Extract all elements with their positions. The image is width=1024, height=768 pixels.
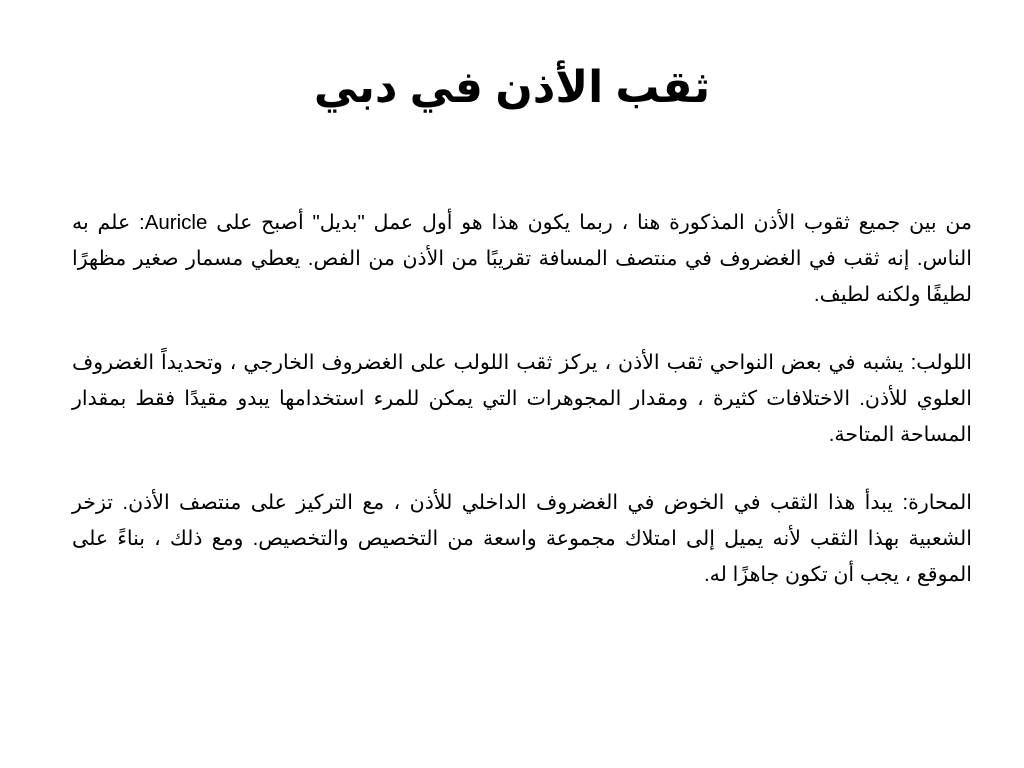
paragraph-helix: اللولب: يشبه في بعض النواحي ثقب الأذن ، يركز ثقب اللولب على الغضروف الخارجي ، وتحديداً الغضروف العلوي للأذن. الاختلافات كثيرة ، ومقدار المجوهرات التي يمكن للمرء استخدامها يبدو مقيدًا فقط بمقدار المساحة المتاحة. [72, 351, 972, 446]
paragraph-conch: المحارة: يبدأ هذا الثقب في الخوض في الغضروف الداخلي للأذن ، مع التركيز على منتصف الأذن. تزخر الشعبية بهذا الثقب لأنه يميل إلى امتلاك مجموعة واسعة من التخصيص والتخصيص. ومع ذلك ، بناءً على الموقع ، يجب أن تكون جاهزًا له. [72, 491, 972, 586]
slide-body [72, 205, 972, 625]
slide-title: ثقب الأذن في دبي [313, 63, 711, 112]
paragraph-auricle: من بين جميع ثقوب الأذن المذكورة هنا ، ربما يكون هذا هو أول عمل "بديل" أصبح على Auricle: علم به الناس. إنه ثقب في الغضروف في منتصف المسافة تقريبًا من الأذن من الفص. يعطي مسمار صغير مظهرًا لطيفًا ولكنه لطيف. [72, 211, 972, 306]
